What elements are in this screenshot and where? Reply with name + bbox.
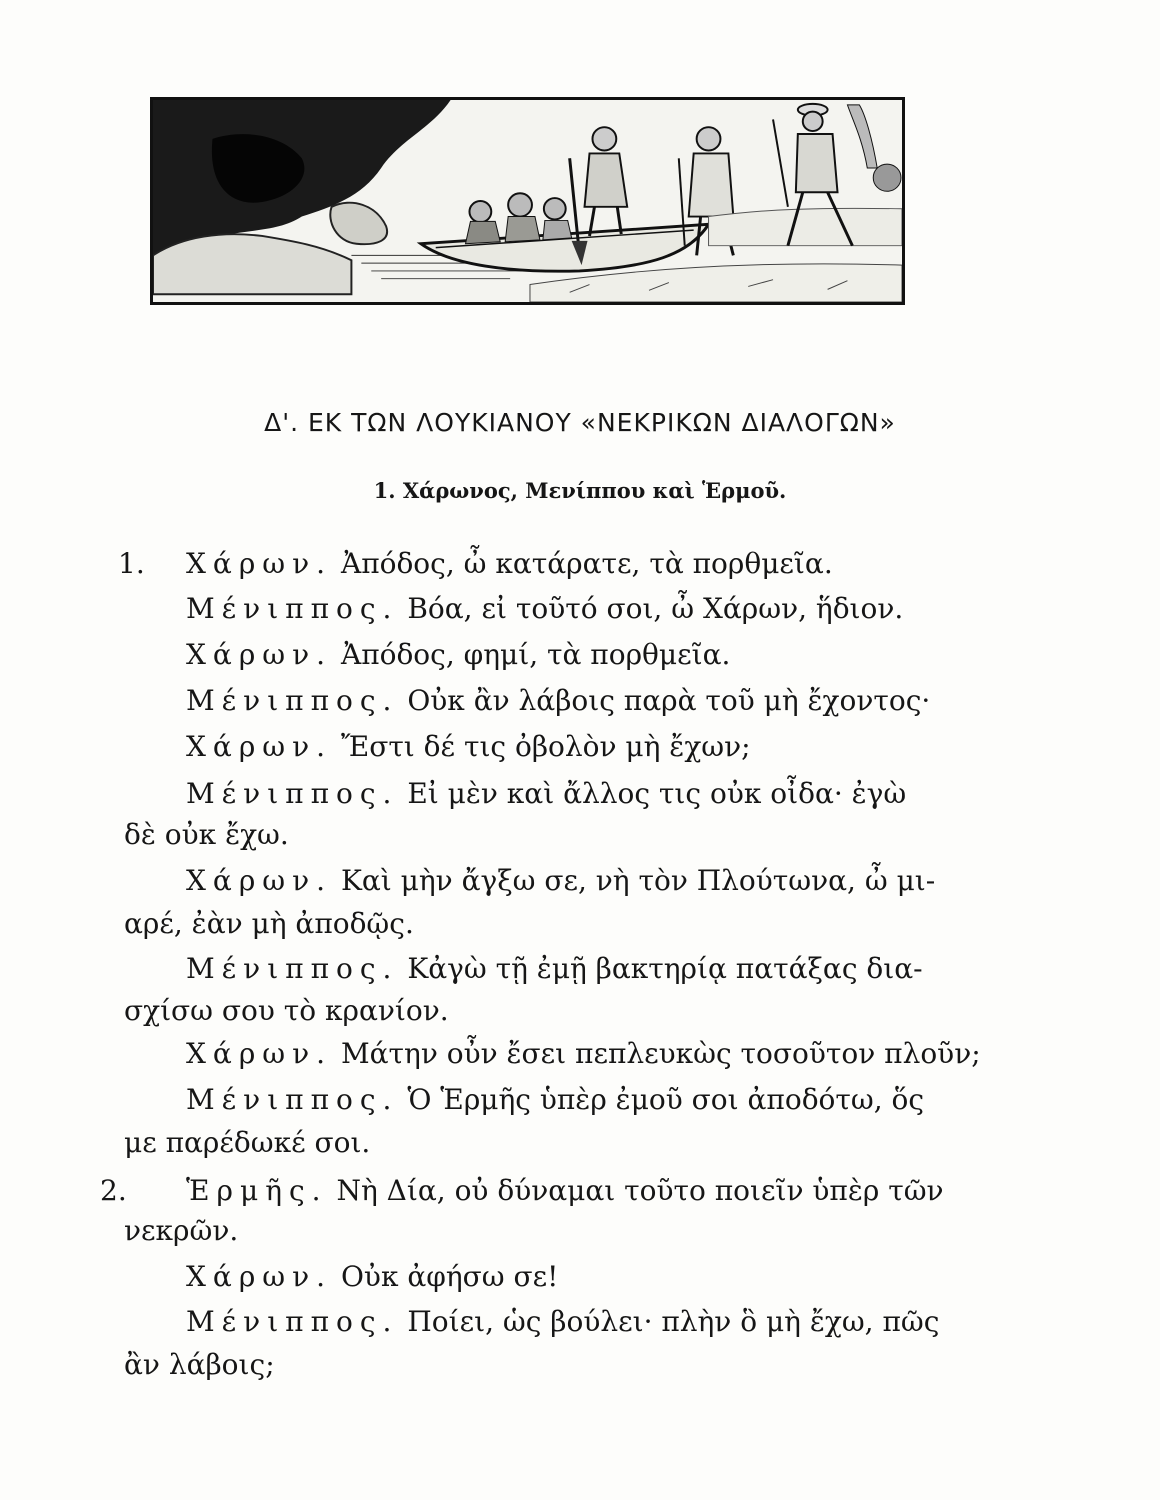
section-heading: Δ'. ΕΚ ΤΩΝ ΛΟΥΚΙΑΝΟΥ «ΝΕΚΡΙΚΩΝ ΔΙΑΛΟΓΩΝ» bbox=[264, 408, 896, 437]
dialogue-line bbox=[186, 864, 935, 898]
dialogue-line bbox=[186, 592, 903, 626]
section-number: 2. bbox=[100, 1174, 127, 1207]
dialogue-line bbox=[186, 1083, 924, 1117]
dialogue-line bbox=[186, 1305, 939, 1339]
line-text: Ἀπόδος, φημί, τὰ πορθμεῖα. bbox=[340, 638, 731, 671]
dialogue-subheading: 1. Χάρωνος, Μενίππου καὶ Ἑρμοῦ. bbox=[373, 478, 787, 503]
dialogue-line bbox=[186, 730, 751, 764]
line-text: σχίσω σου τὸ κρανίον. bbox=[124, 994, 449, 1027]
speaker-name: Μένιππος. bbox=[186, 1305, 399, 1338]
line-text: ἂν λάβοις; bbox=[124, 1348, 275, 1381]
line-text: Ἀπόδος, ὦ κατάρατε, τὰ πορθμεῖα. bbox=[340, 547, 833, 580]
speaker-name: Χάρων. bbox=[186, 730, 333, 763]
dialogue-line bbox=[124, 1214, 238, 1248]
speaker-name: Μένιππος. bbox=[186, 1083, 399, 1116]
line-text: με παρέδωκέ σοι. bbox=[124, 1126, 371, 1159]
speaker-name: Χάρων. bbox=[186, 547, 333, 580]
dialogue-line bbox=[186, 952, 923, 986]
line-text: δὲ οὐκ ἔχω. bbox=[124, 818, 289, 851]
speaker-name: Μένιππος. bbox=[186, 952, 399, 985]
line-text: Μάτην οὖν ἔσει πεπλευκὼς τοσοῦτον πλοῦν; bbox=[340, 1037, 981, 1070]
speaker-name: Χάρων. bbox=[186, 864, 333, 897]
dialogue-line bbox=[124, 1348, 275, 1382]
section-number: 1. bbox=[118, 547, 145, 580]
dialogue-line bbox=[186, 684, 930, 718]
dialogue-line bbox=[186, 1037, 981, 1071]
speaker-name: Χάρων. bbox=[186, 1037, 333, 1070]
line-text: Ποίει, ὡς βούλει· πλὴν ὃ μὴ ἔχω, πῶς bbox=[407, 1305, 940, 1338]
dialogue-line bbox=[186, 547, 833, 581]
dialogue-line bbox=[124, 1126, 370, 1160]
speaker-name: Χάρων. bbox=[186, 638, 333, 671]
dialogue-line bbox=[186, 1260, 558, 1294]
speaker-name: Ἑρμῆς. bbox=[186, 1174, 328, 1207]
line-text: αρέ, ἐὰν μὴ ἀποδῷς. bbox=[124, 907, 414, 940]
charon-boat-engraving bbox=[153, 100, 902, 302]
dialogue-line bbox=[124, 907, 414, 941]
engraving-illustration bbox=[150, 97, 905, 305]
line-text: Ἔστι δέ τις ὀβολὸν μὴ ἔχων; bbox=[340, 730, 751, 763]
line-text: Καὶ μὴν ἄγξω σε, νὴ τὸν Πλούτωνα, ὦ μι- bbox=[340, 864, 936, 897]
line-text: Νὴ Δία, οὐ δύναμαι τοῦτο ποιεῖν ὑπὲρ τῶν bbox=[336, 1174, 944, 1207]
speaker-name: Μένιππος. bbox=[186, 777, 399, 810]
dialogue-line bbox=[124, 818, 289, 852]
dialogue-line bbox=[186, 638, 730, 672]
speaker-name: Μένιππος. bbox=[186, 684, 399, 717]
dialogue-line bbox=[186, 1174, 944, 1208]
line-text: Οὐκ ἂν λάβοις παρὰ τοῦ μὴ ἔχοντος· bbox=[407, 684, 931, 717]
dialogue-line bbox=[186, 777, 906, 811]
line-text: νεκρῶν. bbox=[124, 1214, 239, 1247]
line-text: Βόα, εἰ τοῦτό σοι, ὦ Χάρων, ἥδιον. bbox=[407, 592, 904, 625]
line-text: Οὐκ ἀφήσω σε! bbox=[340, 1260, 559, 1293]
line-text: Εἰ μὲν καὶ ἄλλος τις οὐκ οἶδα· ἐγὼ bbox=[407, 777, 907, 810]
speaker-name: Μένιππος. bbox=[186, 592, 399, 625]
speaker-name: Χάρων. bbox=[186, 1260, 333, 1293]
dialogue-line bbox=[124, 994, 449, 1028]
line-text: Ὁ Ἑρμῆς ὑπὲρ ἐμοῦ σοι ἀποδότω, ὅς bbox=[407, 1083, 925, 1116]
line-text: Κἀγὼ τῇ ἐμῇ βακτηρίᾳ πατάξας δια- bbox=[407, 952, 923, 985]
